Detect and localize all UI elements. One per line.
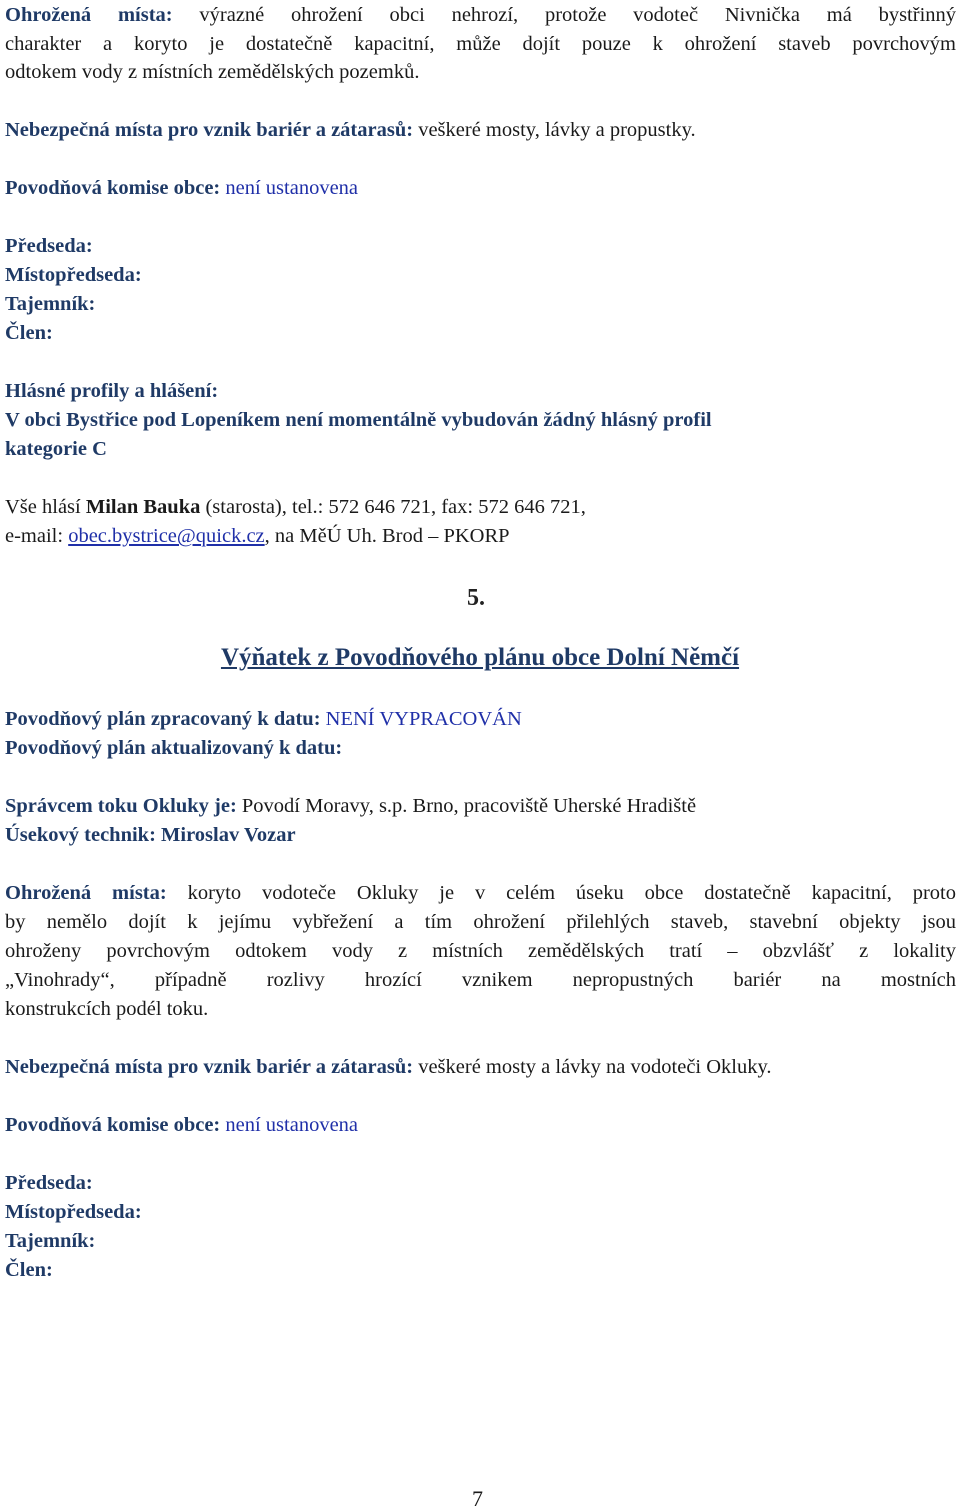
threat2-line-4: „Vinohrady“, případně rozlivy hrozící vznikem nepropustných bariér na mostních bbox=[5, 969, 956, 991]
commission-label: Povodňová komise obce: bbox=[5, 177, 221, 199]
plan-prepared bbox=[5, 705, 522, 734]
section-number: 5. bbox=[467, 585, 485, 611]
member-label: Člen: bbox=[5, 322, 53, 344]
flood-commission-2 bbox=[5, 1111, 358, 1140]
river-administrator bbox=[5, 792, 696, 821]
email-label: e-mail: bbox=[5, 525, 64, 547]
flood-commission bbox=[5, 174, 358, 203]
chair-label: Předseda: bbox=[5, 235, 93, 257]
contact-phone: (starosta), tel.: 572 646 721, fax: 572 646 721, bbox=[205, 496, 586, 518]
threat-line-2: charakter a koryto je dostatečně kapacitní, může dojít pouze k ohrožení staveb povrchovým bbox=[5, 33, 956, 55]
threat-line-3: odtokem vody z místních zemědělských pozemků. bbox=[5, 61, 420, 83]
administrator-label: Správcem toku Okluky je: bbox=[5, 795, 237, 817]
barrier-label: Nebezpečná místa pro vznik bariér a zátarasů: bbox=[5, 119, 414, 141]
contact-name: Milan Bauka bbox=[85, 496, 201, 518]
plan-prepared-label: Povodňový plán zpracovaný k datu: bbox=[5, 708, 321, 730]
threat2-line-5: konstrukcích podél toku. bbox=[5, 998, 209, 1020]
barrier2-text: veškeré mosty a lávky na vodoteči Okluky. bbox=[418, 1056, 772, 1078]
administrator-text: Povodí Moravy, s.p. Brno, pracoviště Uherské Hradiště bbox=[241, 795, 697, 817]
threat2-line-2: by nemělo dojít k jejímu vybřežení a tím ohrožení přilehlých staveb, stavební objekty jsou bbox=[5, 911, 956, 933]
threat-text: výrazné ohrožení obci nehrozí, protože vodoteč Nivnička má bystřinný bbox=[199, 4, 957, 26]
contact-line-1 bbox=[5, 493, 586, 522]
barrier-text: veškeré mosty, lávky a propustky. bbox=[418, 119, 696, 141]
gauging-profiles-line-2: kategorie C bbox=[5, 438, 107, 460]
commission2-label: Povodňová komise obce: bbox=[5, 1114, 221, 1136]
vice-chair-label: Místopředseda: bbox=[5, 264, 142, 286]
plan-prepared-value: NENÍ VYPRACOVÁN bbox=[325, 708, 522, 730]
section-title: Výňatek z Povodňového plánu obce Dolní Němčí bbox=[220, 644, 740, 671]
barrier2-label: Nebezpečná místa pro vznik bariér a zátarasů: bbox=[5, 1056, 414, 1078]
barrier-places-2 bbox=[5, 1053, 772, 1082]
vice-chair2-label: Místopředseda: bbox=[5, 1201, 142, 1223]
commission-value: není ustanovena bbox=[225, 177, 359, 199]
secretary2-label: Tajemník: bbox=[5, 1230, 96, 1252]
section-technician: Úsekový technik: Miroslav Vozar bbox=[5, 824, 296, 846]
gauging-profiles-line-1: V obci Bystřice pod Lopeníkem není momentálně vybudován žádný hlásný profil bbox=[5, 409, 712, 431]
commission2-value: není ustanovena bbox=[225, 1114, 359, 1136]
email-link[interactable]: obec.bystrice@quick.cz bbox=[68, 525, 265, 547]
page-number: 7 bbox=[472, 1486, 483, 1511]
threat-label: Ohrožená místa: bbox=[5, 4, 173, 26]
threat2-line-3: ohroženy povrchovým odtokem vody z místních zemědělských tratí – obzvlášť z lokality bbox=[5, 940, 956, 962]
threat2-label: Ohrožená místa: bbox=[5, 882, 167, 904]
plan-updated-label: Povodňový plán aktualizovaný k datu: bbox=[5, 737, 343, 759]
contact-intro: Vše hlásí bbox=[5, 496, 81, 518]
threat-line-1 bbox=[5, 1, 956, 30]
barrier-places bbox=[5, 116, 696, 145]
chair2-label: Předseda: bbox=[5, 1172, 93, 1194]
threat2-text: koryto vodoteče Okluky je v celém úseku obce dostatečně kapacitní, proto bbox=[187, 882, 957, 904]
contact-after: , na MěÚ Uh. Brod – PKORP bbox=[264, 525, 510, 547]
contact-line-2 bbox=[5, 522, 510, 551]
gauging-profiles-label: Hlásné profily a hlášení: bbox=[5, 380, 219, 402]
secretary-label: Tajemník: bbox=[5, 293, 96, 315]
threat2-line-1 bbox=[5, 879, 956, 908]
member2-label: Člen: bbox=[5, 1259, 53, 1281]
